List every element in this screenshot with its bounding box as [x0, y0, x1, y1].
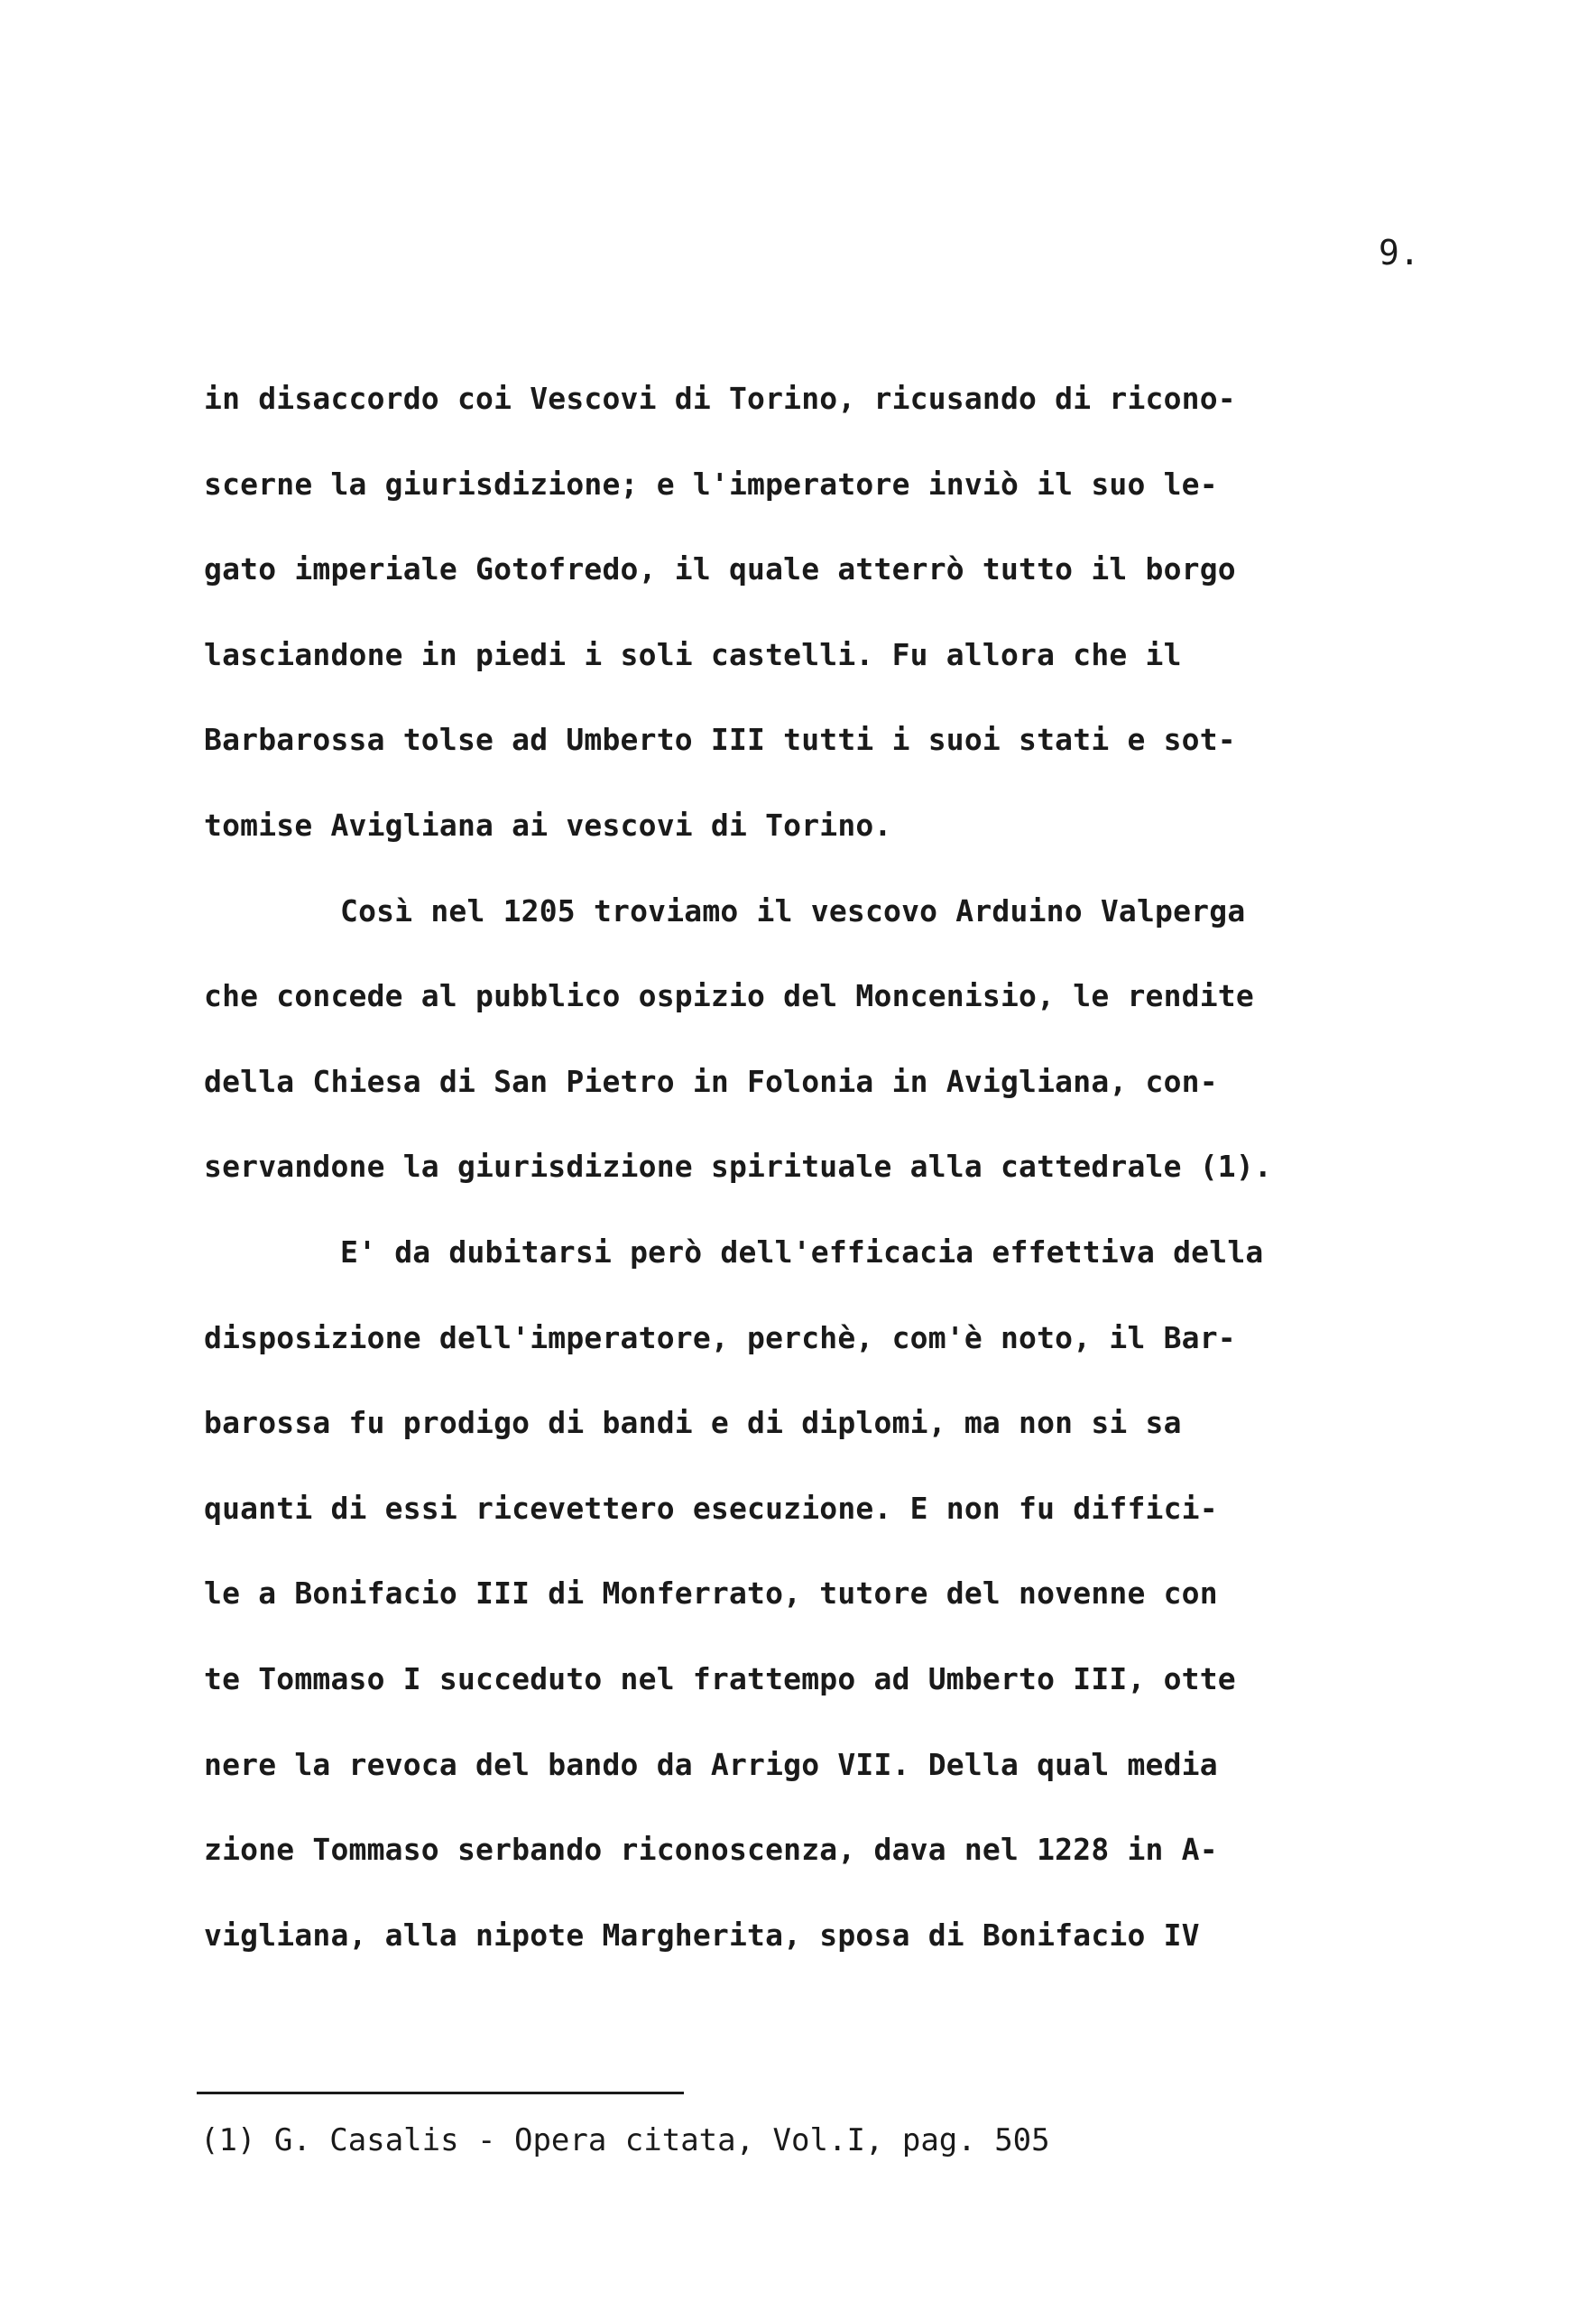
text-line: le a Bonifacio III di Monferrato, tutore del novenne con: [204, 1575, 1218, 1612]
text-line: barossa fu prodigo di bandi e di diplomi, ma non si sa: [204, 1405, 1182, 1441]
text-line: in disaccordo coi Vescovi di Torino, ricusando di ricono-: [204, 381, 1236, 416]
paragraph-start-line: Così nel 1205 troviamo il vescovo Arduino Valperga: [340, 892, 1246, 929]
text-line: gato imperiale Gotofredo, il quale atterrò tutto il borgo: [204, 551, 1236, 587]
text-line: della Chiesa di San Pietro in Folonia in Avigliana, con-: [204, 1063, 1218, 1099]
footnote: (1) G. Casalis - Opera citata, Vol.I, pag. 505: [200, 2122, 1050, 2158]
paragraph-start-line: E' da dubitarsi però dell'efficacia effettiva della: [340, 1234, 1264, 1270]
text-line: vigliana, alla nipote Margherita, sposa di Bonifacio IV: [204, 1917, 1200, 1953]
text-line: te Tommaso I succeduto nel frattempo ad Umberto III, otte: [204, 1660, 1236, 1696]
text-line: zione Tommaso serbando riconoscenza, dava nel 1228 in A-: [204, 1832, 1218, 1868]
text-line: nere la revoca del bando da Arrigo VII. Della qual media: [204, 1746, 1218, 1782]
text-line: servandone la giurisdizione spirituale alla cattedrale (1).: [204, 1149, 1272, 1185]
body-text: [204, 381, 1503, 2002]
text-line: scerne la giurisdizione; e l'imperatore inviò il suo le-: [204, 466, 1218, 502]
text-line: disposizione dell'imperatore, perchè, com'è noto, il Bar-: [204, 1319, 1236, 1355]
text-line: che concede al pubblico ospizio del Moncenisio, le rendite: [204, 978, 1254, 1014]
text-line: lasciandone in piedi i soli castelli. Fu allora che il: [204, 636, 1182, 672]
text-line: quanti di essi ricevettero esecuzione. E non fu diffici-: [204, 1490, 1218, 1526]
text-line: tomise Avigliana ai vescovi di Torino.: [204, 807, 892, 843]
footnote-separator: [197, 2092, 684, 2094]
page-number: 9.: [1379, 233, 1420, 273]
text-line: Barbarossa tolse ad Umberto III tutti i suoi stati e sot-: [204, 722, 1236, 758]
